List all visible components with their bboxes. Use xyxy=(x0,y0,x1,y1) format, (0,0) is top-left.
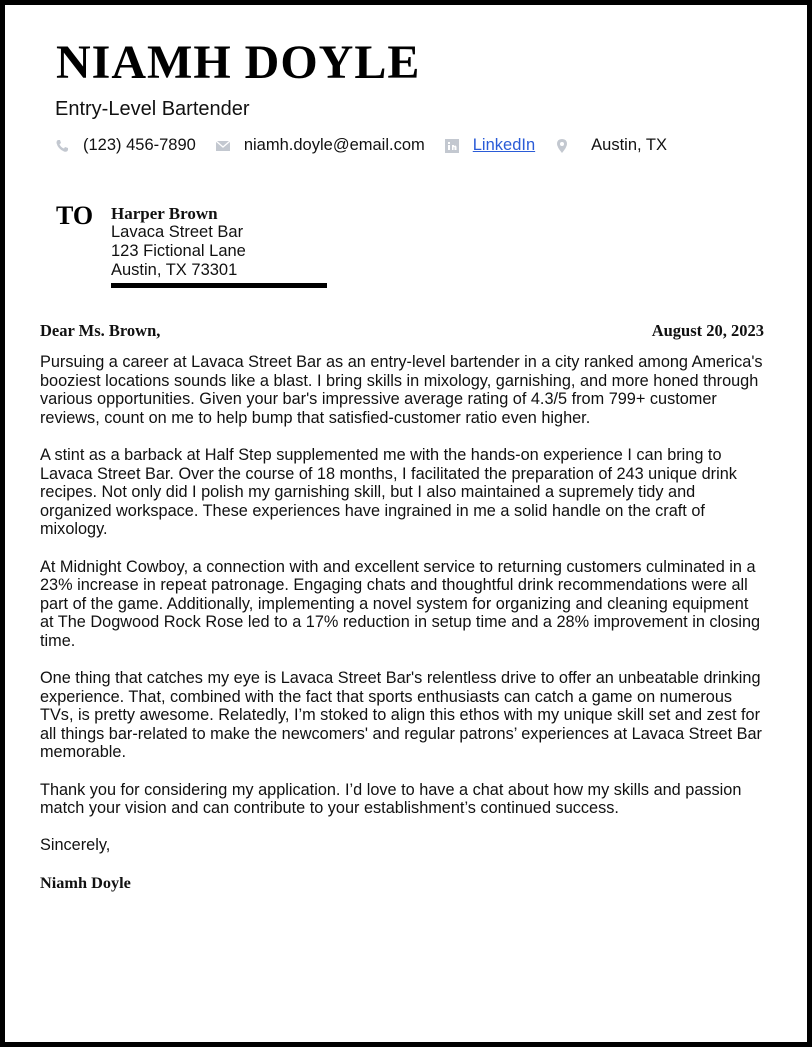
contact-email xyxy=(216,136,425,155)
paragraph-line: memorable. xyxy=(40,743,126,762)
contact-phone xyxy=(55,136,196,155)
linkedin-icon xyxy=(445,139,459,153)
paragraph-line: Lavaca Street Bar. Over the course of 18 months, I facilitated the preparation of 243 unique drink xyxy=(40,464,737,483)
paragraph-line: part of the game. Additionally, implementing a novel system for organizing and cleaning equipment xyxy=(40,594,749,613)
paragraph-line: experience. That, combined with the fact that sports enthusiasts can catch a game on numerous xyxy=(40,687,733,706)
paragraph-line: booziest locations sounds like a blast. I bring skills in mixology, garnishing, and more honed through xyxy=(40,371,759,390)
phone-text: (123) 456-7890 xyxy=(83,136,196,154)
paragraph-line: time. xyxy=(40,631,76,650)
paragraph-line: Pursuing a career at Lavaca Street Bar as an entry-level bartender in a city ranked among America's xyxy=(40,353,763,371)
linkedin-link[interactable]: LinkedIn xyxy=(472,136,536,154)
phone-icon xyxy=(55,139,69,153)
paragraph-line: match your vision and can contribute to your establishment’s continued success. xyxy=(40,799,619,818)
to-label: TO xyxy=(56,201,94,230)
paragraph-line: At Midnight Cowboy, a connection with and excellent service to returning customers culminated in a xyxy=(40,557,756,576)
paragraph-line: mixology. xyxy=(40,520,108,539)
letter-date: August 20, 2023 xyxy=(651,321,764,340)
paragraph-line: TVs, is pretty awesome. Relatedly, I’m stoked to align this ethos with my unique skill set and zest for xyxy=(40,706,760,725)
body-paragraph xyxy=(40,446,763,539)
contact-location xyxy=(555,136,667,155)
recipient-name: Harper Brown xyxy=(111,204,218,223)
recipient-city: Austin, TX 73301 xyxy=(111,261,238,279)
closing: Sincerely, xyxy=(40,836,111,855)
letter-body xyxy=(40,353,763,911)
paragraph-line: One thing that catches my eye is Lavaca Street Bar's relentless drive to offer an unbeatable drinking xyxy=(40,669,761,688)
paragraph-line: organized workspace. These experiences have ingrained in me a solid handle on the craft of xyxy=(40,501,705,520)
paragraph-line: at The Dogwood Rock Rose led to a 17% reduction in setup time and a 28% improvement in closing xyxy=(40,613,761,632)
recipient-street: 123 Fictional Lane xyxy=(111,242,246,260)
greeting: Dear Ms. Brown, xyxy=(40,321,161,340)
map-pin-icon xyxy=(555,139,569,153)
recipient-company: Lavaca Street Bar xyxy=(111,223,244,241)
paragraph-line: Thank you for considering my application. I’d love to have a chat about how my skills and passion xyxy=(40,780,742,799)
paragraph-line: all things bar-related to make the newcomers' and regular patrons’ experiences at Lavaca Street Bar xyxy=(40,724,762,743)
contact-bar xyxy=(55,136,687,155)
paragraph-line: recipes. Not only did I polish my garnishing skill, but I also maintained a supremely tidy and xyxy=(40,483,696,502)
body-paragraph xyxy=(40,781,763,818)
paragraph-line: reviews, count on me to help bump that satisfied-customer ratio even higher. xyxy=(40,408,591,427)
body-paragraph xyxy=(40,558,763,651)
applicant-name: NIAMH DOYLE xyxy=(56,36,421,89)
divider-rule xyxy=(111,283,327,288)
body-paragraph xyxy=(40,353,763,427)
envelope-icon xyxy=(216,139,230,153)
body-paragraph xyxy=(40,669,763,762)
paragraph-line: 23% increase in repeat patronage. Engaging chats and thoughtful drink recommendations were all xyxy=(40,576,748,595)
cover-letter-page xyxy=(5,5,807,1042)
paragraph-line: A stint as a barback at Half Step supplemented me with the hands-on experience I can bring to xyxy=(40,445,722,464)
applicant-title: Entry-Level Bartender xyxy=(55,98,250,120)
paragraph-line: various opportunities. Given your bar's impressive average rating of 4.3/5 from 799+ customer xyxy=(40,390,717,409)
contact-linkedin xyxy=(445,136,535,155)
signature: Niamh Doyle xyxy=(40,872,131,892)
recipient-block xyxy=(111,204,246,280)
location-text: Austin, TX xyxy=(591,136,667,154)
email-text: niamh.doyle@email.com xyxy=(243,136,425,154)
